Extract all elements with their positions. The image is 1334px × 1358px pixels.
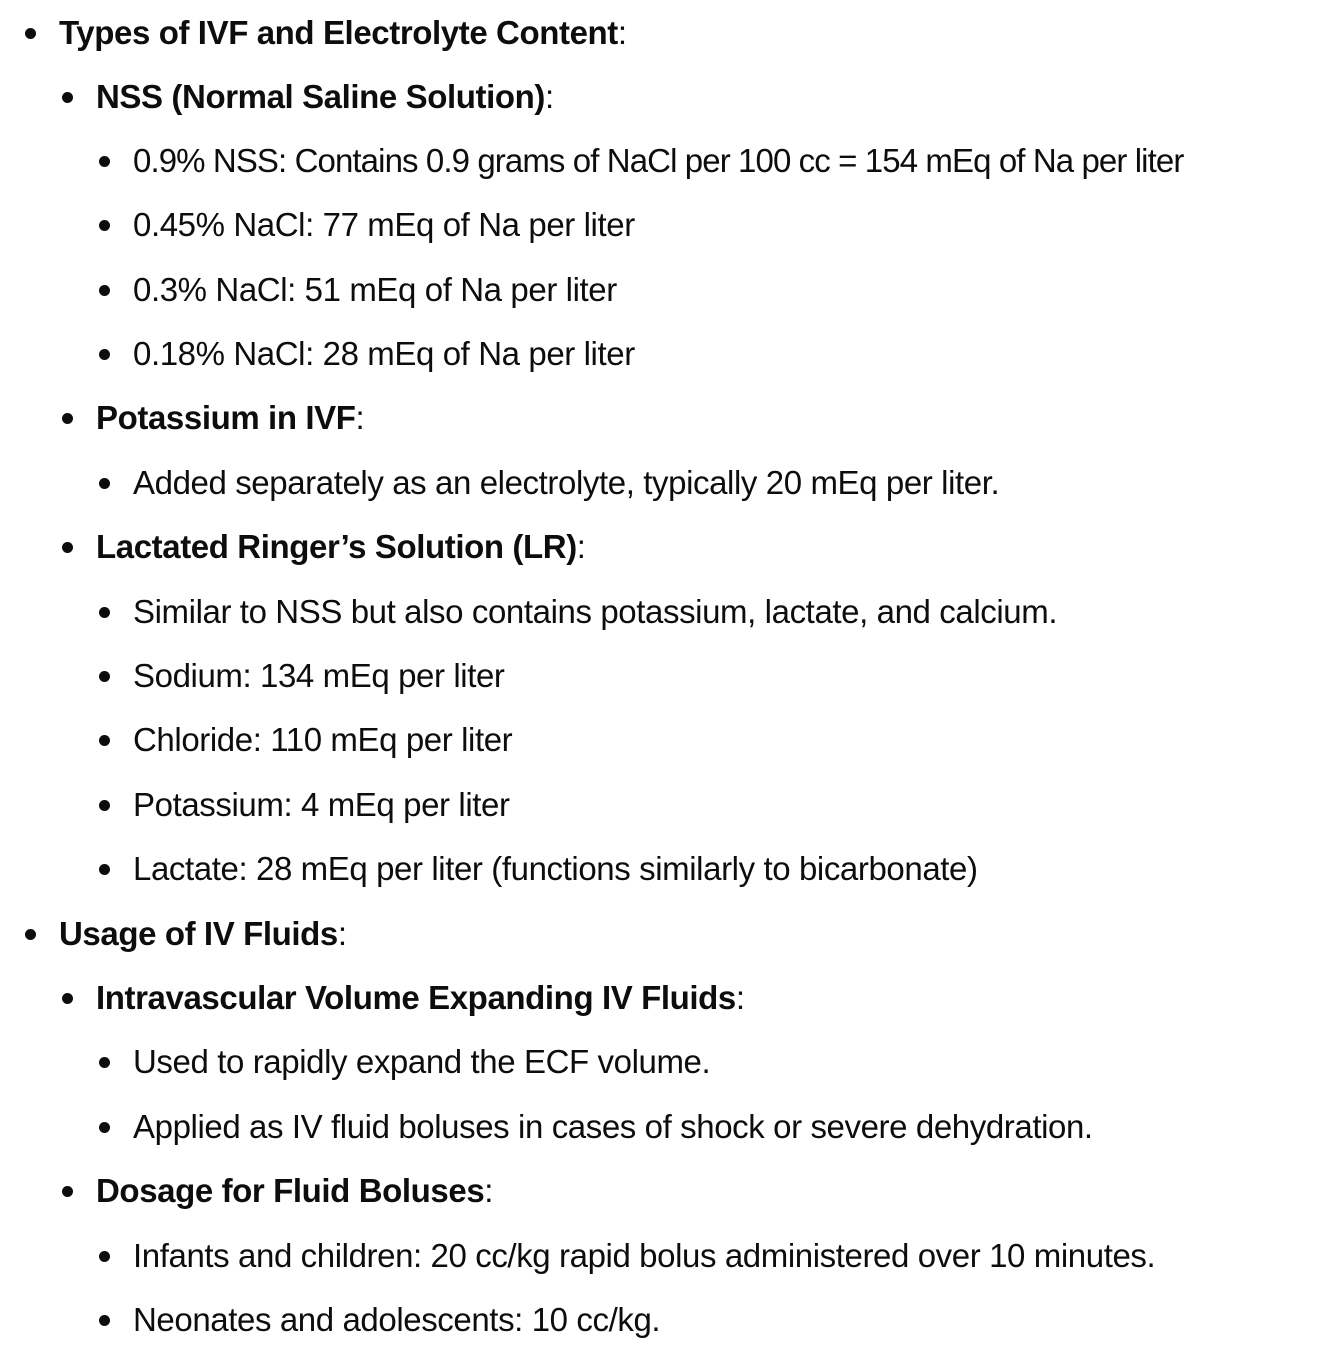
bullet-icon xyxy=(62,92,73,103)
bullet-icon xyxy=(99,220,110,231)
list-item-text: Chloride: 110 mEq per liter xyxy=(133,721,513,758)
list-item-text: Similar to NSS but also contains potassium, lactate, and calcium. xyxy=(133,593,1058,630)
bullet-icon xyxy=(99,671,110,682)
list-item-text: 0.45% NaCl: 77 mEq of Na per liter xyxy=(133,206,635,243)
group-heading: Lactated Ringer’s Solution (LR) xyxy=(96,528,577,565)
bullet-icon xyxy=(99,735,110,746)
bullet-icon xyxy=(99,285,110,296)
list-item-text: 0.18% NaCl: 28 mEq of Na per liter xyxy=(133,335,635,372)
list-item-text: 0.3% NaCl: 51 mEq of Na per liter xyxy=(133,271,617,308)
list-item-text: Used to rapidly expand the ECF volume. xyxy=(133,1043,711,1080)
bullet-icon xyxy=(99,1251,110,1262)
list-item-text: Sodium: 134 mEq per liter xyxy=(133,657,505,694)
section-heading: Usage of IV Fluids xyxy=(59,915,338,952)
section-heading: Types of IVF and Electrolyte Content xyxy=(59,14,618,51)
list-item-text: Added separately as an electrolyte, typically 20 mEq per liter. xyxy=(133,464,1000,501)
bullet-icon xyxy=(99,349,110,360)
list-item-text: Infants and children: 20 cc/kg rapid bolus administered over 10 minutes. xyxy=(133,1237,1156,1274)
group-heading: Dosage for Fluid Boluses xyxy=(96,1172,485,1209)
group-heading: Potassium in IVF xyxy=(96,399,356,436)
list-item-text: 0.9% NSS: Contains 0.9 grams of NaCl per 100 cc = 154 mEq of Na per liter xyxy=(133,142,1184,179)
bullet-icon xyxy=(25,28,36,39)
bullet-icon xyxy=(99,1122,110,1133)
list-item-text: Neonates and adolescents: 10 cc/kg. xyxy=(133,1301,661,1338)
heading-colon: : xyxy=(617,14,627,51)
bullet-icon xyxy=(62,542,73,553)
bullet-icon xyxy=(62,993,73,1004)
bullet-icon xyxy=(99,607,110,618)
bullet-icon xyxy=(62,1186,73,1197)
list-item-text: Potassium: 4 mEq per liter xyxy=(133,786,510,823)
group-heading: NSS (Normal Saline Solution) xyxy=(96,78,546,115)
bullet-icon xyxy=(99,864,110,875)
list-item-text: Applied as IV fluid boluses in cases of shock or severe dehydration. xyxy=(133,1108,1093,1145)
heading-colon: : xyxy=(545,78,554,115)
bullet-icon xyxy=(25,929,36,940)
bullet-icon xyxy=(99,1315,110,1326)
list-item-text: Lactate: 28 mEq per liter (functions similarly to bicarbonate) xyxy=(133,850,978,887)
bullet-icon xyxy=(99,800,110,811)
bullet-icon xyxy=(99,156,110,167)
heading-colon: : xyxy=(355,399,365,436)
group-heading: Intravascular Volume Expanding IV Fluids xyxy=(96,979,736,1016)
heading-colon: : xyxy=(484,1172,494,1209)
heading-colon: : xyxy=(576,528,586,565)
bullet-icon xyxy=(99,478,110,489)
bullet-icon xyxy=(99,1057,110,1068)
bullet-icon xyxy=(62,413,73,424)
heading-colon: : xyxy=(337,915,347,952)
heading-colon: : xyxy=(735,979,745,1016)
